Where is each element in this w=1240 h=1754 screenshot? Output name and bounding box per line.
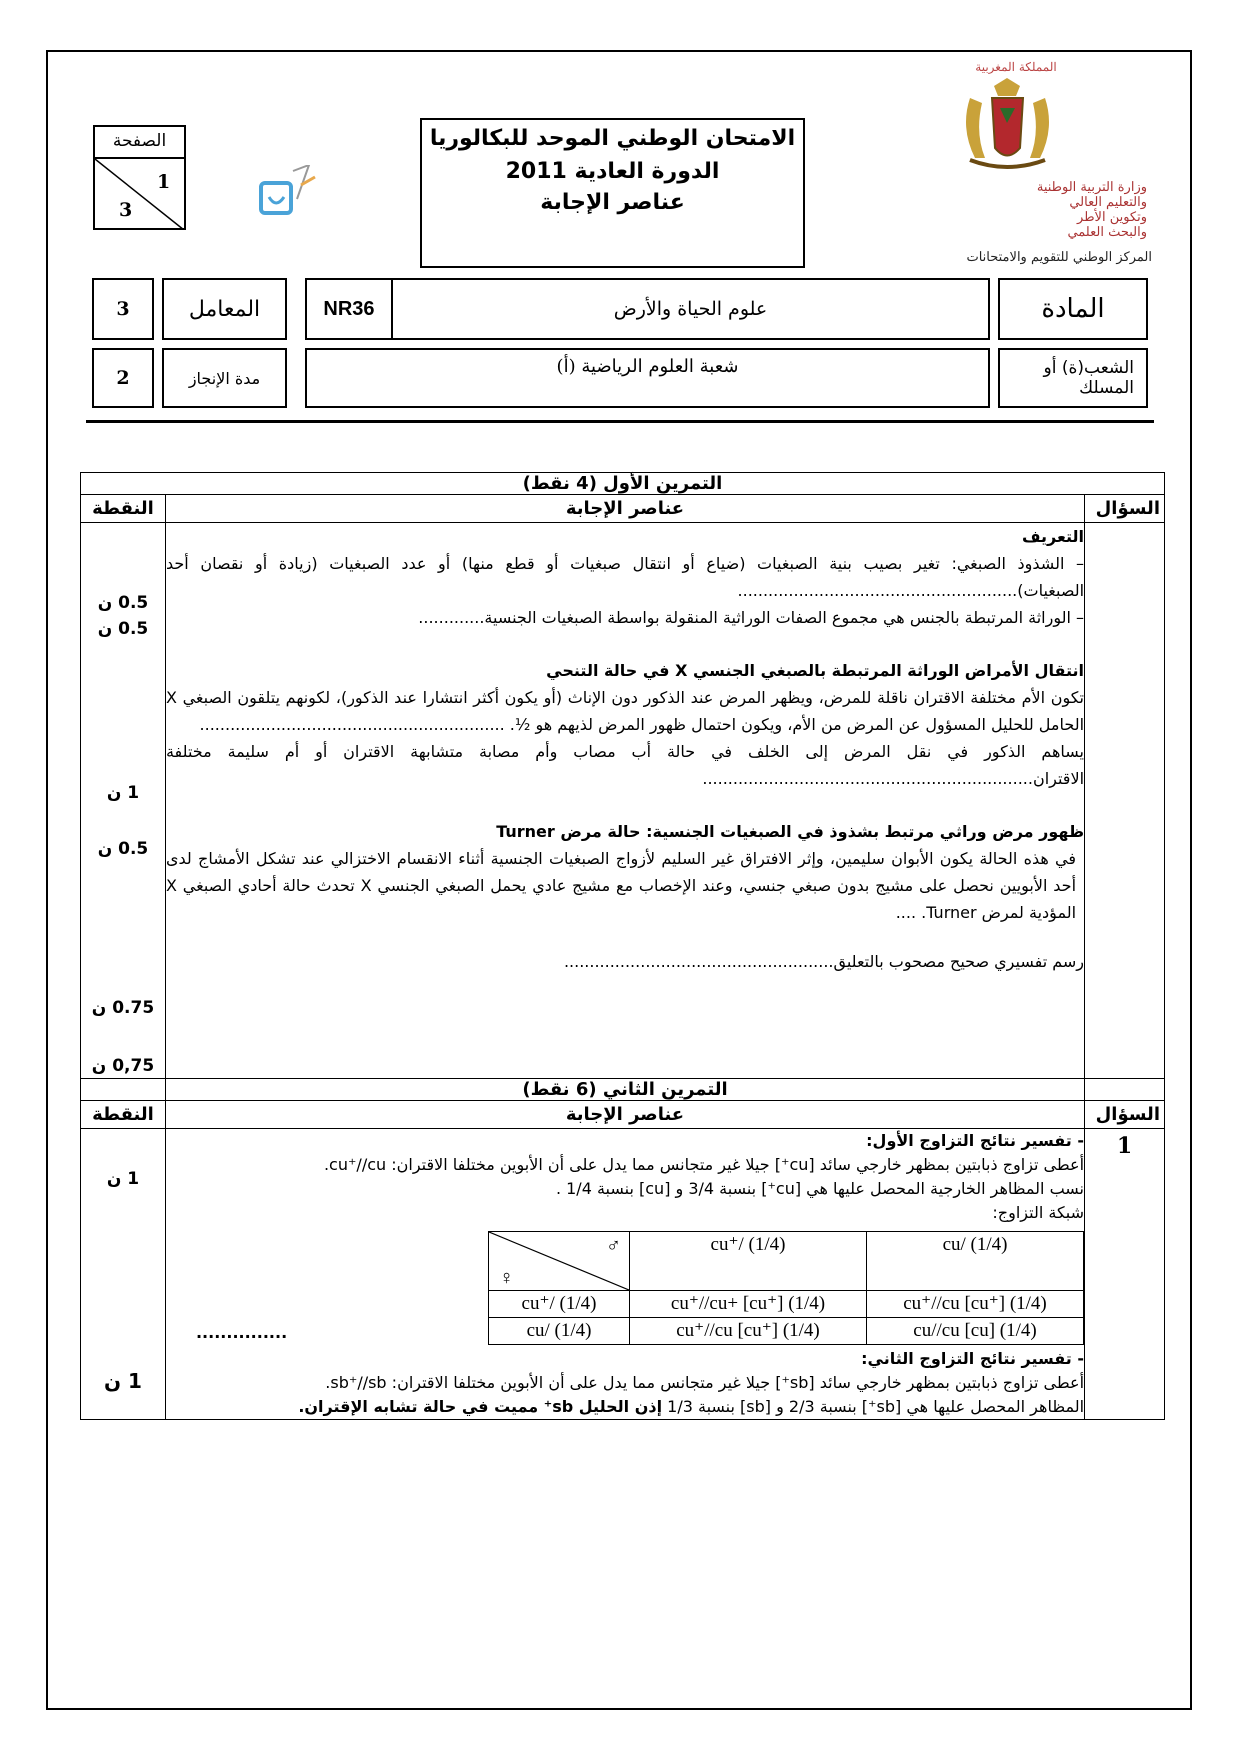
- subject-value: علوم الحياة والأرض: [305, 278, 990, 340]
- ex2-cross1-ratios: نسب المظاهر الخارجية المحصل عليها هي [cu⁺] بنسبة 3/4 و [cu] بنسبة 1/4 .: [555, 1179, 1085, 1198]
- diagonal-line: [95, 159, 184, 230]
- ex2-points-cell: [81, 1129, 166, 1420]
- ministry-header: [880, 60, 1152, 265]
- male-symbol-icon: ♂: [606, 1235, 622, 1257]
- ex1-answer-cell: [165, 523, 1084, 1079]
- ex2-answer-cell: [165, 1129, 1084, 1420]
- doc-type: عناصر الإجابة: [540, 190, 685, 215]
- col-points: النقطة: [81, 495, 166, 523]
- ex1-diagram-text: رسم تفسيري صحيح مصحوب بالتعليق.....................................................: [563, 952, 1085, 971]
- ex2-title-row: [81, 1079, 1165, 1101]
- female-symbol-icon: ♀: [499, 1267, 515, 1289]
- page-fraction: [95, 157, 184, 228]
- ex1-header-row: [81, 495, 1165, 523]
- exam-center-logo: [257, 165, 319, 227]
- ex2-point-2: 1 ن: [104, 1369, 142, 1393]
- page-label: الصفحة: [112, 131, 167, 151]
- ex2-question-number: 1: [1085, 1129, 1165, 1420]
- ex1-heading-transmission: انتقال الأمراض الوراثة المرتبطة بالصبغي الجنسي X في حالة التنحي: [546, 661, 1085, 680]
- page-number: 1: [157, 171, 171, 193]
- coefficient-value: 3: [92, 278, 154, 340]
- ex2-heading-cross2: - تفسير نتائج التزاوج الثاني:: [861, 1349, 1085, 1368]
- page-number-box: [93, 125, 186, 230]
- ex2-cross2-ratios: المظاهر المحصل عليها هي [sb⁺] بنسبة 2/3 و [sb] بنسبة 1/3 إذن الحليل sb⁺ مميت في حالة تشابه الإقتران.: [298, 1397, 1085, 1416]
- ex2-heading-cross1: - تفسير نتائج التزاوج الأول:: [866, 1131, 1085, 1150]
- subject-label: المادة: [998, 278, 1148, 340]
- punnett-header-row: [489, 1232, 1084, 1291]
- col-question: السؤال: [1085, 495, 1165, 523]
- ex2-cross1-text: أعطى تزاوج ذبابتين بمظهر خارجي سائد [cu⁺] جيلا غير متجانس مما يدل على أن الأبوين مختلفا الاقتران: cu⁺//cu.: [323, 1155, 1085, 1174]
- exam-session: الدورة العادية 2011: [505, 159, 720, 184]
- ex1-point-2: 0.5 ن: [97, 619, 149, 639]
- duration-value: 2: [92, 348, 154, 408]
- ex1-heading-definition: التعريف: [1021, 527, 1085, 546]
- subject-code: NR36: [305, 278, 393, 340]
- ex2-cross2-text: أعطى تزاوج ذبابتين بمظهر خارجي سائد [sb⁺] جيلا غير متجانس مما يدل على أن الأبوين مختلفا الاقتران: sb⁺//sb.: [325, 1373, 1085, 1392]
- ex2-point-1: 1 ن: [106, 1169, 140, 1189]
- ex2-col-points: النقطة: [81, 1101, 166, 1129]
- col-answer: عناصر الإجابة: [165, 495, 1084, 523]
- punnett-row: cu/ (1/4) cu⁺//cu [cu⁺] (1/4) cu//cu [cu] (1/4): [489, 1318, 1084, 1345]
- answer-table: [80, 472, 1165, 1420]
- ex1-turner-text: في هذه الحالة يكون الأبوان سليمين، وإثر الافتراق غير السليم لأزواج الصبغيات الجنسية أثناء الانقسام الاختزالي عند تشكل الأمشاج لدى أحد الأبويين نحصل على مشيج بدون صبغي جنسي، وعند الإخصاب مع مشيج عادي يحمل الصبغي الجنسي X تحدث حالة أحادي الصبغي X المؤدية لمرض Turner. ....: [165, 849, 1077, 922]
- ex1-point-3: 1 ن: [106, 783, 140, 803]
- ex1-point-6: 0,75 ن: [91, 1056, 155, 1076]
- ex1-points-cell: [81, 523, 166, 1079]
- ex1-title: التمرين الأول (4 نقط): [81, 473, 1165, 495]
- kingdom-name: المملكة المغربية: [975, 60, 1057, 74]
- ex2-col-question: السؤال: [1085, 1101, 1165, 1129]
- punnett-corner: [489, 1232, 630, 1291]
- punnett-col-2: cu/ (1/4): [867, 1232, 1084, 1291]
- branch-value: شعبة العلوم الرياضية (أ): [305, 348, 990, 408]
- ex1-def-chromosomal: – الشذوذ الصبغي: تغير بصيب بنية الصبغيات (ضياع أو انتقال صبغيات أو قطع منها) أو عدد الصبغيات (زيادة أو نقصان أحد الصبغيات).......................................................: [165, 554, 1085, 600]
- header-rule: [86, 420, 1154, 423]
- exam-title: الامتحان الوطني الموحد للبكالوريا: [429, 126, 796, 151]
- branch-label: الشعب(ة) أو المسلك: [998, 348, 1148, 408]
- ex1-point-4: 0.5 ن: [97, 839, 149, 859]
- ex2-cross-grid-label: شبكة التزاوج:: [992, 1203, 1085, 1222]
- ex2-header-row: [81, 1101, 1165, 1129]
- ex1-point-5: 0.75 ن: [91, 998, 155, 1018]
- duration-label: مدة الإنجاز: [162, 348, 287, 408]
- page-total: 3: [119, 199, 133, 221]
- coefficient-label: المعامل: [162, 278, 287, 340]
- ex2-title: التمرين الثاني (6 نقط): [165, 1079, 1084, 1101]
- ministry-lines: وزارة التربية الوطنية والتعليم العالي وتكوين الأطر والبحث العلمي: [1036, 180, 1147, 240]
- ex2-dots: ...............: [195, 1323, 288, 1342]
- evaluation-center: المركز الوطني للتقويم والامتحانات: [966, 250, 1152, 265]
- ex1-body-row: [81, 523, 1165, 1079]
- ex1-point-1: 0.5 ن: [97, 593, 149, 613]
- ex1-heading-turner: ظهور مرض وراثي مرتبط بشذوذ في الصبغيات الجنسية: حالة مرض Turner: [496, 822, 1085, 841]
- ex1-def-sexlinked: – الوراثة المرتبطة بالجنس هي مجموع الصفات الوراثية المنقولة بواسطة الصبغيات الجنسية.............: [418, 608, 1085, 627]
- ex2-body-row: [81, 1129, 1165, 1420]
- ex1-transmission-b: يساهم الذكور في نقل المرض إلى الخلف في حالة أب مصاب وأم مصابة متشابهة الاقتران أو أم سليمة مختلفة الاقتران.................................................................: [165, 742, 1085, 788]
- coat-of-arms-icon: [940, 78, 1075, 178]
- ex1-question-cell: [1085, 523, 1165, 1079]
- ex2-col-answer: عناصر الإجابة: [165, 1101, 1084, 1129]
- punnett-col-1: cu⁺/ (1/4): [630, 1232, 867, 1291]
- ex1-transmission-a: تكون الأم مختلفة الاقتران ناقلة للمرض، ويظهر المرض عند الذكور دون الإناث (أو يكون أكثر انتشارا عند الذكور)، لكونهم يتلقون الصبغي X الحامل للحليل المسؤول عن المرض من الأم، ويكون احتمال ظهور المرض لذيهم هو ½. ............................................................: [165, 688, 1085, 734]
- punnett-square: [488, 1231, 1084, 1345]
- exam-title-box: [420, 118, 805, 268]
- ex1-title-row: [81, 473, 1165, 495]
- punnett-row: cu⁺/ (1/4) cu⁺//cu+ [cu⁺] (1/4) cu⁺//cu [cu⁺] (1/4): [489, 1291, 1084, 1318]
